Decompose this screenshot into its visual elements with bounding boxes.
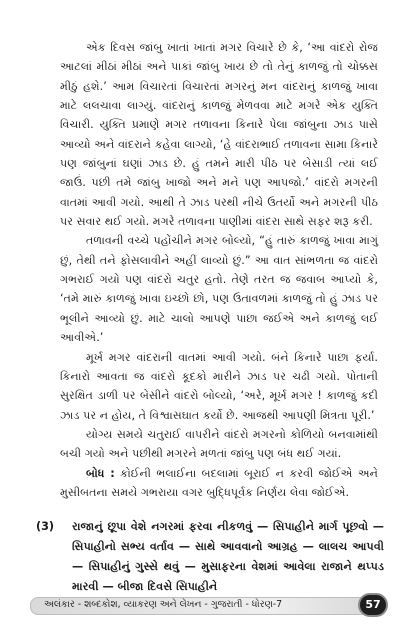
footer-text: અલંકાર - શબ્દકોશ, વ્યાકરણ અને લેખન - ગુજરાતી - ધોરણ-7 [44, 599, 283, 610]
paragraph-3: મૂર્ખ મગર વાંદરાની વાતમાં આવી ગયો. બંને કિનારે પાછા ફર્યા. કિનારો આવતા જ વાંદરો કૂદકો મારીને ઝાડ પર ચઢી ગયો. પોતાની સુરક્ષિત ડાળી પર બેસીને વાંદરો બોલ્યો, ‘અરે, મૂર્ખ મગર ! કાળજું કદી ઝાડ પર ન હોય, તે વિશ્વાસઘાત કર્યો છે. આજથી આપણી મિત્રતા પૂરી.’ [60, 350, 378, 422]
paragraph-1: એક દિવસ જાંબુ ખાતાં ખાતાં મગર વિચારે છે કે, ‘આ વાંદરો રોજ આટલાં મીઠાં મીઠાં અને પાકાં જાંબુ ખાય છે તો તેનું કાળજું તો ચોક્કસ મીઠું હશે.’ આમ વિચારતાં વિચારતાં મગરનું મન વાંદરાનું કાળજું ખાવા માટે લલચાવા લાગ્યું. વાંદરાનું કાળજું મેળવવા માટે મગરે એક યુક્તિ વિચારી. યુક્તિ પ્રમાણે મગર તળાવના કિનારે પેલા જાંબુના ઝાડ પાસે આવ્યો અને વાંદરાને કહેવા લાગ્યો, ‘હે વાંદરાભાઈ તળાવના સામા કિનારે પણ જાંબુનાં ઘણાં ઝાડ છે. હું તમને મારી પીઠ પર બેસાડી ત્યાં લઈ જાઉં. પછી તમે જાંબુ ખાજો અને મને પણ આપજો.’ વાંદરો મગરની વાતમાં આવી ગયો. આથી તે ઝાડ પરથી નીચે ઉતર્યો અને મગરની પીઠ પર સવાર થઈ ગયો. મગરે તળાવના પાણીમાં વાંદરા સાથે સફર શરૂ કરી. [60, 41, 378, 229]
moral-text: કોઈની ભલાઈના બદલામાં બૂરાઈ ન કરવી જોઈએ અને મુસીબતના સમયે ગભરાયા વગર બુદ્ધિપૂર્વક નિર્ણય લેવા જોઈએ. [60, 466, 378, 499]
question-text: રાજાનું છૂપા વેશે નગરમાં ફરવા નીકળવું — સિપાહીને માર્ગ પૂછવો — સિપાહીનો સભ્ય વર્તાવ — સાથે આવવાનો આગ્રહ — લાલચ આપવી — સિપાહીનું ગુસ્સે થવું — મુસાફરના વેશમાં આવેલા રાજાને થપ્પડ મારવી — બીજા દિવસે સિપાહીને [72, 520, 384, 593]
page-number: 57 [365, 598, 381, 611]
paragraph-2: તળાવની વચ્ચે પહોંચીને મગર બોલ્યો, “હું તારું કાળજું ખાવા માગું છું, તેથી તને ફોસલાવીને અહીં લાવ્યો છું.” આ વાત સાંભળતા જ વાંદરો ગભરાઈ ગયો પણ વાંદરો ચતુર હતો. તેણે તરત જ જવાબ આપ્યો કે, ‘તમે મારું કાળજું ખાવા ઇચ્છો છો, પણ ઉતાવળમાં કાળજું તો હું ઝાડ પર ભૂલીને આવ્યો છું. માટે ચાલો આપણે પાછા જઈએ અને કાળજું લઈ આવીએ.’ [60, 234, 378, 345]
paragraph-4: યોગ્ય સમયે ચતુરાઈ વાપરીને વાંદરો મગરનો કોળિયો બનવામાંથી બચી ગયો અને પછીથી મગરને મળતાં જાંબુ પણ બંધ થઈ ગયાં. [60, 427, 378, 461]
question-number: (3) [36, 520, 55, 533]
page-footer [30, 592, 394, 617]
moral-paragraph [60, 464, 378, 503]
story-text [60, 38, 378, 502]
page-number-badge [358, 593, 388, 617]
exercise-question [36, 517, 384, 597]
moral-label: બોધ : [86, 466, 115, 480]
